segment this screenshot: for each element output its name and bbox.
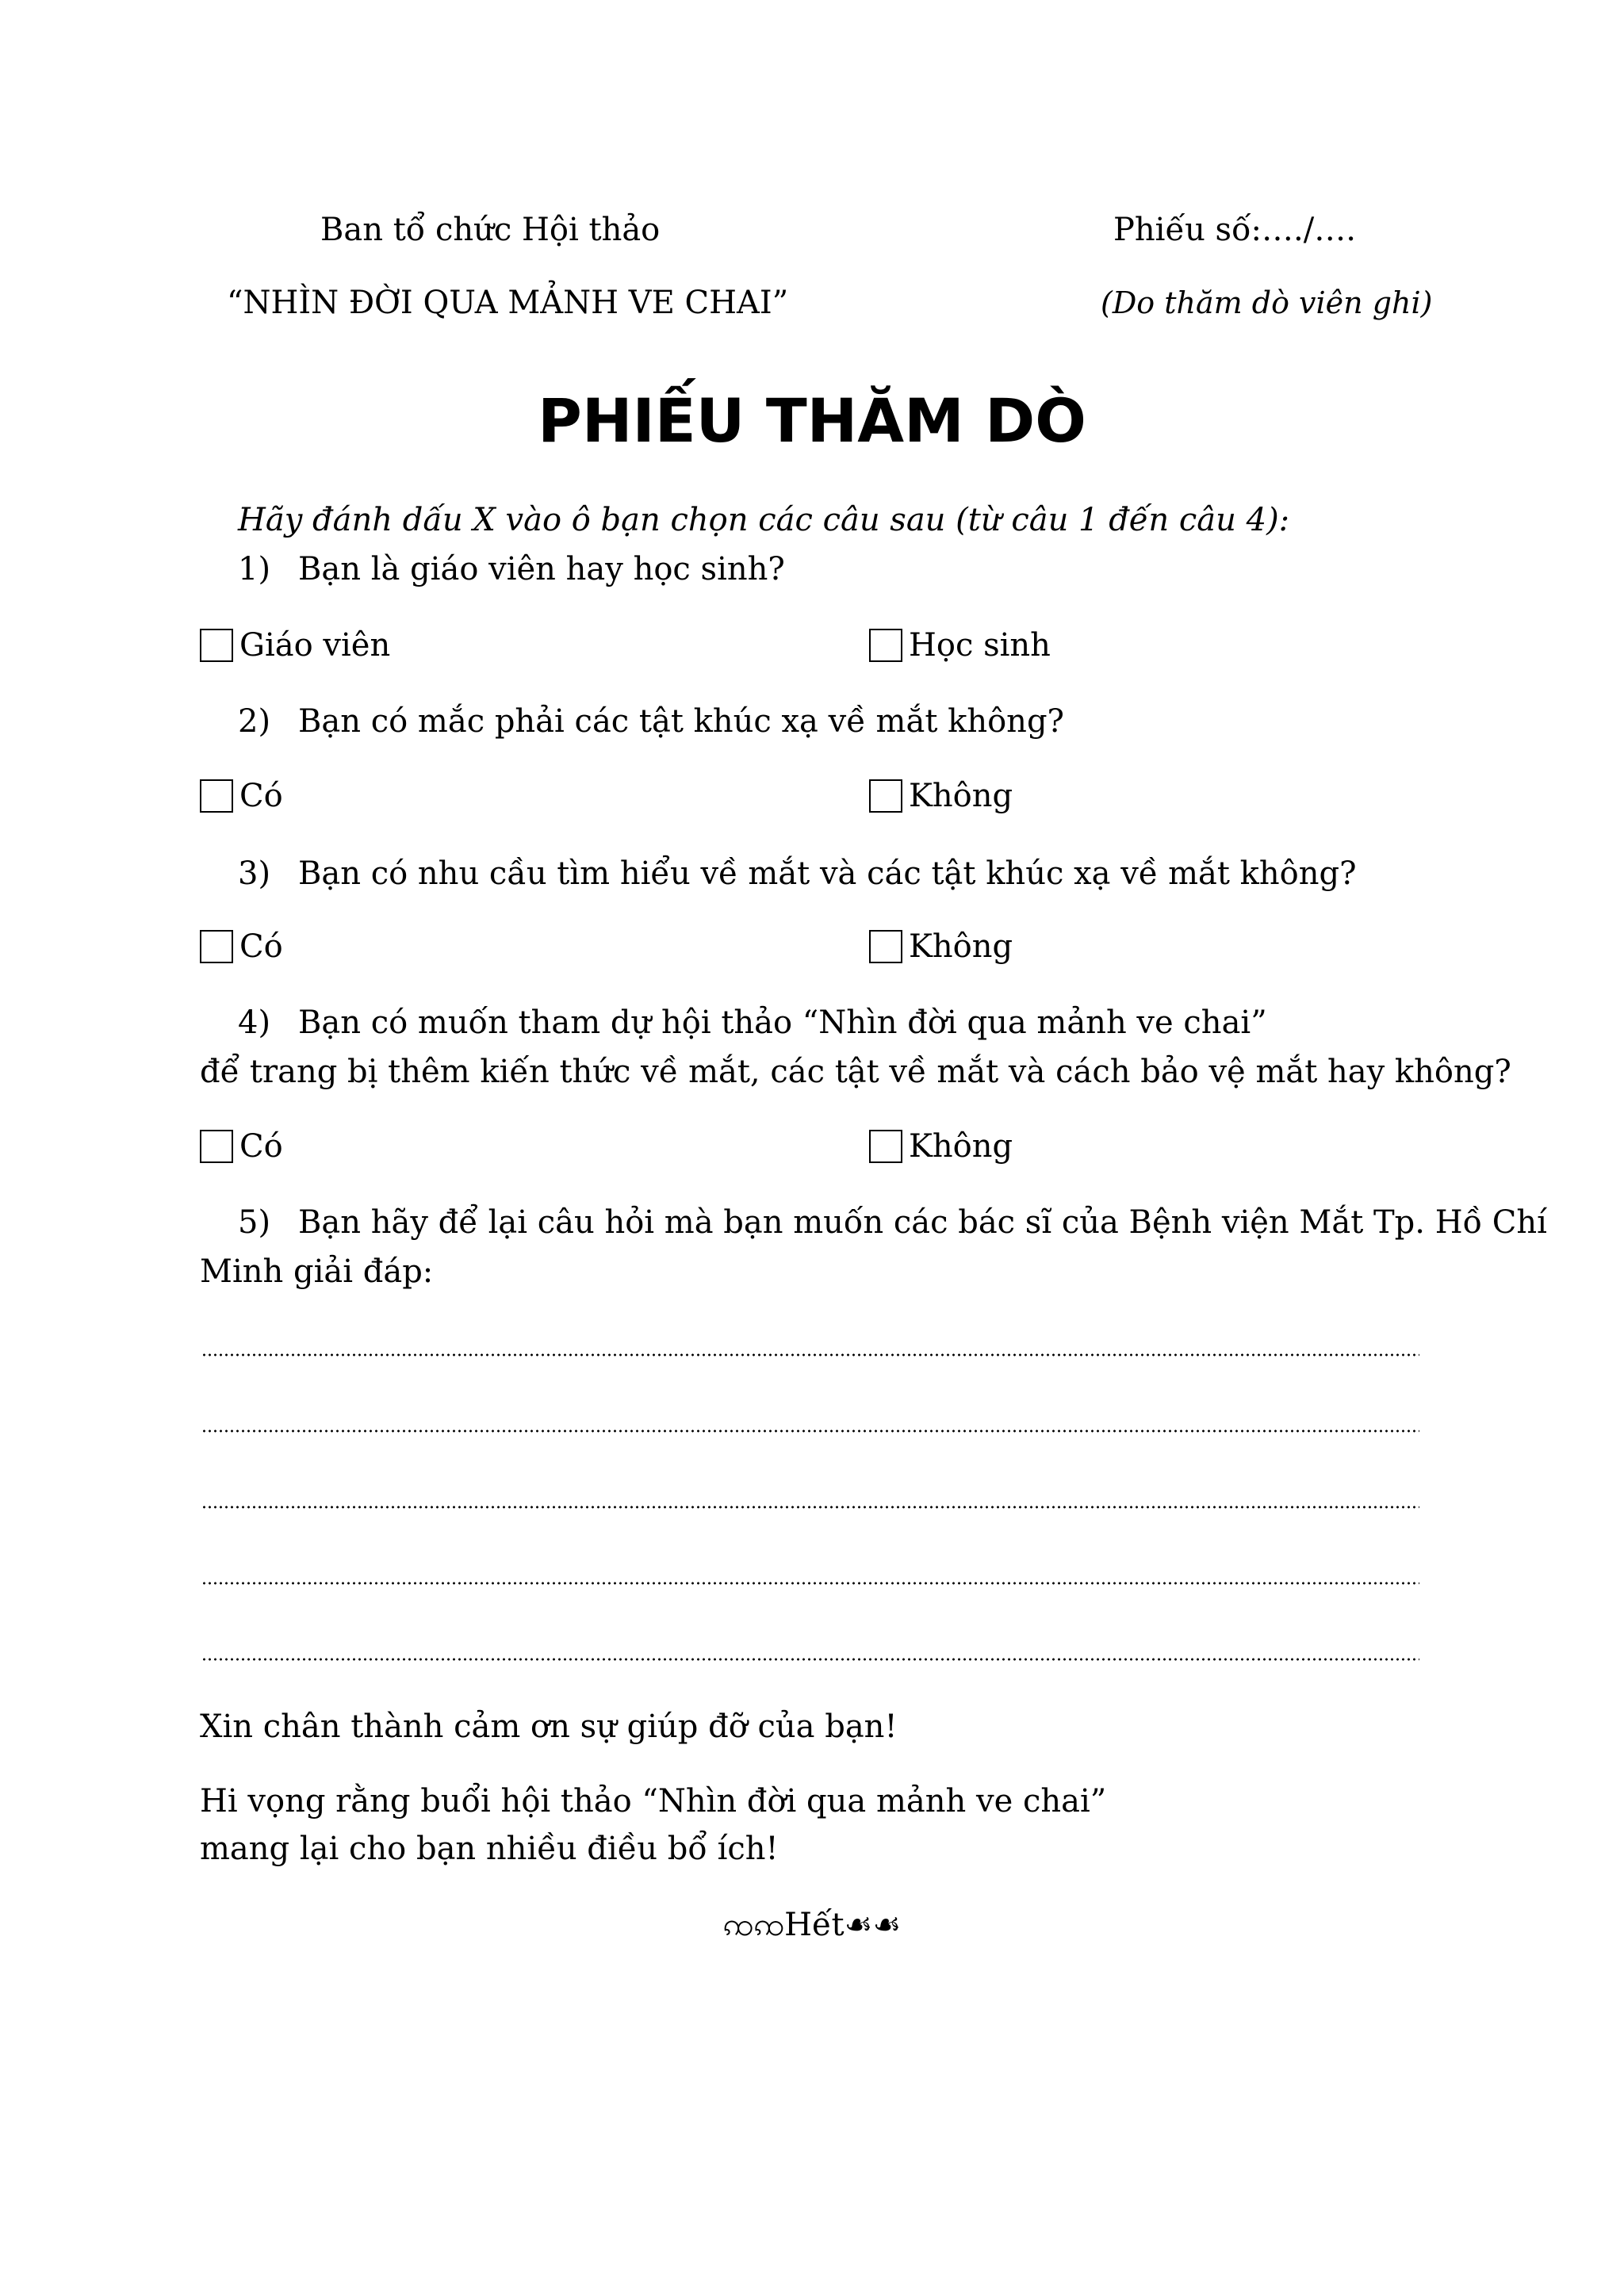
question-5-continued: Minh giải đáp:: [200, 1253, 434, 1290]
option-q2-co[interactable]: [200, 777, 283, 815]
option-label: Có: [239, 1128, 283, 1165]
option-label: Học sinh: [909, 627, 1051, 664]
checkbox[interactable]: [200, 1130, 233, 1163]
answer-line-5[interactable]: [201, 1657, 1419, 1662]
option-label: Không: [909, 778, 1013, 814]
hope-text-line-2: mang lại cho bạn nhiều điều bổ ích!: [200, 1831, 779, 1867]
question-number: 3): [238, 855, 271, 892]
question-3: [238, 855, 1357, 893]
instruction-text: Hãy đánh dấu X vào ô bạn chọn các câu sau (từ câu 1 đến câu 4):: [238, 502, 1290, 538]
answer-line-2[interactable]: [201, 1429, 1419, 1433]
option-giao-vien[interactable]: [200, 626, 390, 664]
checkbox[interactable]: [869, 930, 902, 963]
conference-name: “NHÌN ĐỜI QUA MẢNH VE CHAI”: [227, 285, 789, 321]
option-q3-khong[interactable]: [869, 928, 1013, 966]
question-number: 2): [238, 703, 271, 740]
checkbox[interactable]: [200, 779, 233, 813]
question-text: Bạn là giáo viên hay học sinh?: [298, 551, 785, 587]
option-label: Có: [239, 928, 283, 965]
question-text: Bạn có nhu cầu tìm hiểu về mắt và các tật khúc xạ về mắt không?: [298, 855, 1357, 892]
option-q4-co[interactable]: [200, 1127, 283, 1165]
question-1: [238, 550, 785, 588]
checkbox[interactable]: [869, 629, 902, 662]
option-label: Không: [909, 1128, 1013, 1165]
page-title: PHIẾU THĂM DÒ: [538, 385, 1086, 456]
question-2: [238, 702, 1064, 740]
hope-text-line-1: Hi vọng rằng buổi hội thảo “Nhìn đời qua mảnh ve chai”: [200, 1783, 1107, 1820]
organizer-label: Ban tổ chức Hội thảo: [320, 212, 661, 248]
checkbox[interactable]: [869, 1130, 902, 1163]
question-text: Bạn có mắc phải các tật khúc xạ về mắt không?: [298, 703, 1064, 740]
checkbox[interactable]: [200, 629, 233, 662]
question-4-continued: để trang bị thêm kiến thức về mắt, các tật về mắt và cách bảo vệ mắt hay không?: [200, 1054, 1511, 1090]
option-label: Không: [909, 928, 1013, 965]
question-text: Bạn hãy để lại câu hỏi mà bạn muốn các bác sĩ của Bệnh viện Mắt Tp. Hồ Chí: [298, 1204, 1547, 1241]
answer-line-4[interactable]: [201, 1581, 1419, 1586]
question-4: [238, 1004, 1267, 1042]
question-number: 1): [238, 551, 271, 587]
checkbox[interactable]: [200, 930, 233, 963]
question-number: 5): [238, 1204, 271, 1241]
end-mark: ꩡꩡHết☙☙: [722, 1907, 902, 1943]
question-number: 4): [238, 1004, 271, 1041]
option-hoc-sinh[interactable]: [869, 626, 1051, 664]
question-5: [238, 1203, 1547, 1242]
answer-line-3[interactable]: [201, 1505, 1419, 1510]
option-q2-khong[interactable]: [869, 777, 1013, 815]
option-q4-khong[interactable]: [869, 1127, 1013, 1165]
question-text: Bạn có muốn tham dự hội thảo “Nhìn đời qua mảnh ve chai”: [298, 1004, 1267, 1041]
option-q3-co[interactable]: [200, 928, 283, 966]
answer-line-1[interactable]: [201, 1353, 1419, 1357]
checkbox[interactable]: [869, 779, 902, 813]
option-label: Giáo viên: [239, 627, 391, 664]
option-label: Có: [239, 778, 283, 814]
surveyor-note: (Do thăm dò viên ghi): [1101, 285, 1433, 320]
thanks-text: Xin chân thành cảm ơn sự giúp đỡ của bạn!: [200, 1709, 898, 1745]
sheet-number: Phiếu số:…./….: [1113, 212, 1356, 248]
